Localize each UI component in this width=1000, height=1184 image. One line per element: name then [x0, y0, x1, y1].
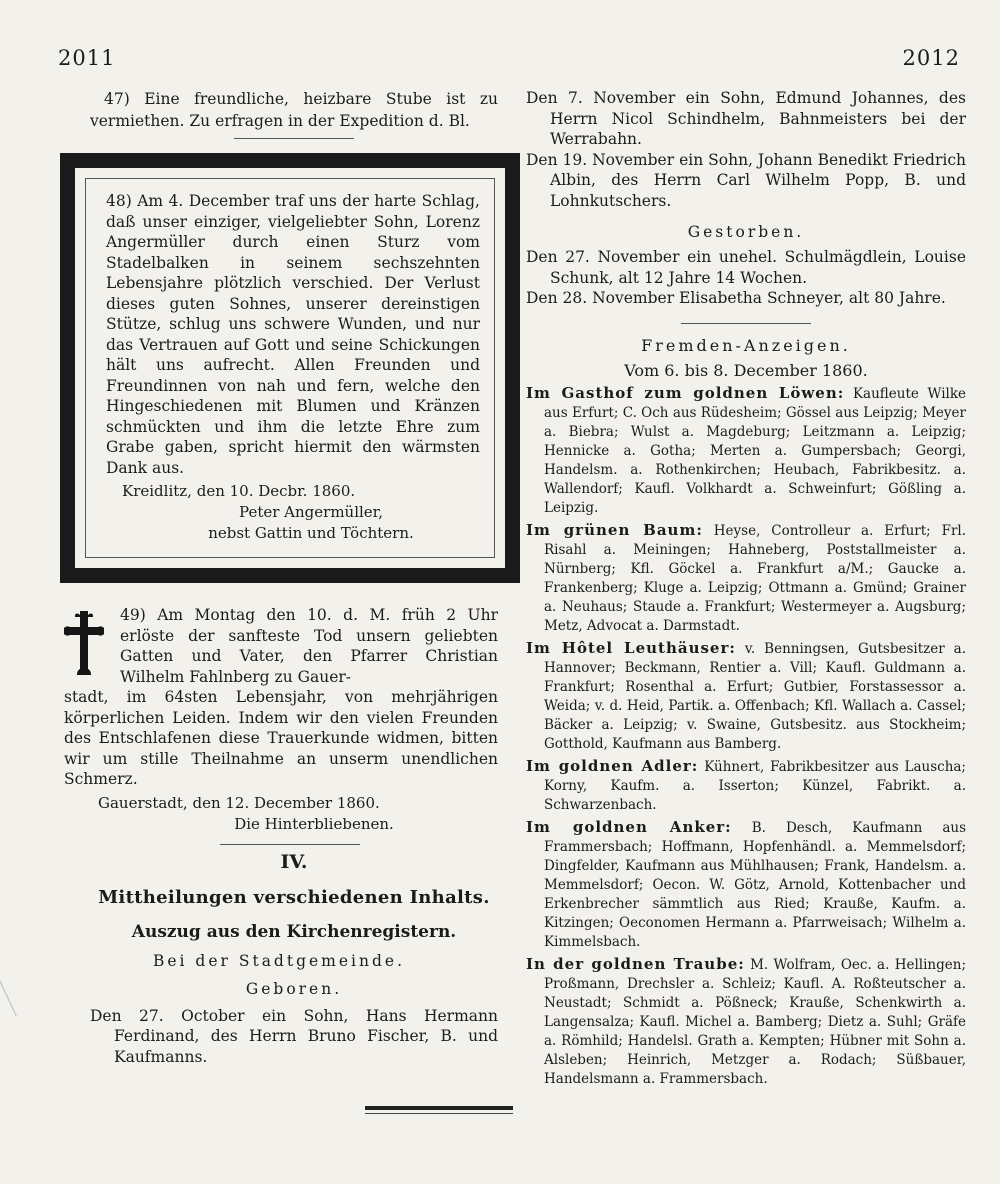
hotel-entry — [526, 639, 966, 754]
visitors-heading: Fremden-Anzeigen. — [641, 335, 851, 355]
section-number: IV. — [280, 850, 308, 873]
page-number-right: 2012 — [902, 46, 960, 70]
hotel-list — [526, 384, 966, 1089]
mourning-frame-48 — [60, 153, 520, 583]
hotel-name: Im goldnen Adler: — [526, 756, 699, 775]
notice-49 — [64, 605, 498, 834]
closing-rule-thin — [365, 1113, 513, 1114]
hotel-entry — [526, 757, 966, 815]
notice-48-place: Kreidlitz, den 10. Decbr. 1860. — [122, 482, 356, 500]
notice-49-place: Gauerstadt, den 12. December 1860. — [98, 793, 380, 812]
hotel-guests: B. Desch, Kaufmann aus Frammersbach; Hoffmann, Hopfenhändl. a. Memmelsdorf; Dingfelder, Kaufmann aus Mühlhausen; Frank, Handelsm. a. Memmelsdorf; Oecon. W. Götz, Arnold, Kottenbacher und Erkenbrecher sämmtlich aus Ried; Krauße, Kaufm. a. Kitzingen; Oeconomen Hermann a. Pfarrweisach; Wilhelm a. Kimmelsbach. — [544, 819, 967, 950]
closing-rule — [365, 1106, 513, 1110]
death-entry-2: Den 28. November Elisabetha Schneyer, alt 80 Jahre. — [526, 289, 946, 307]
hotel-entry — [526, 955, 966, 1089]
parish-heading: Bei der Stadtgemeinde. — [152, 951, 406, 970]
page-number-left: 2011 — [58, 46, 116, 70]
notice-48-signature-1: Peter Angermüller, — [239, 503, 383, 521]
divider — [234, 138, 354, 139]
birth-entry-1: Den 27. October ein Sohn, Hans Hermann Ferdinand, des Herrn Bruno Fischer, B. und Kaufmanns. — [90, 1006, 498, 1066]
hotel-entry — [526, 818, 966, 952]
visitors-date-range: Vom 6. bis 8. December 1860. — [624, 360, 868, 380]
births-heading: Geboren. — [245, 979, 343, 998]
section-subtitle: Auszug aus den Kirchenregistern. — [131, 921, 457, 942]
notice-47: 47) Eine freundliche, heizbare Stube ist zu vermiethen. Zu erfragen in der Expedition d. Bl. — [90, 90, 498, 130]
hotel-name: Im grünen Baum: — [526, 520, 703, 539]
hotel-entry — [526, 521, 966, 636]
fold-mark — [0, 980, 17, 1017]
hotel-name: Im Hôtel Leuthäuser: — [526, 638, 736, 657]
notice-49-text — [64, 605, 498, 790]
hotel-guests: Kühnert, Fabrikbesitzer aus Lauscha; Korny, Kaufm. a. Isserton; Künzel, Fabrikt. a. Schwarzenbach. — [544, 758, 966, 813]
divider — [681, 323, 811, 324]
notice-49-text-first: 49) Am Montag den 10. d. M. früh 2 Uhr erlöste der sanfteste Tod unsern geliebten Gatten und Vater, den Pfarrer Christian Wilhelm Fahlnberg zu Gauer- — [120, 606, 498, 686]
left-column — [64, 88, 498, 1067]
birth-entry-2: Den 7. November ein Sohn, Edmund Johannes, des Herrn Nicol Schindhelm, Bahnmeisters bei der Werrabahn. — [526, 89, 966, 148]
deaths-heading: Gestorben. — [687, 223, 805, 241]
mourning-frame-inner — [85, 178, 495, 558]
divider — [220, 844, 360, 845]
notice-49-text-rest: stadt, im 64sten Lebensjahr, von mehrjährigen körperlichen Leiden. Indem wir den vielen Freunden des Entschlafenen diese Trauerkunde widmen, bitten wir um stille Theilnahme an unserm unendlichen Schmerz. — [64, 688, 498, 788]
hotel-guests: Kaufleute Wilke aus Erfurt; C. Och aus Rüdesheim; Gössel aus Leipzig; Meyer a. Biebra; Wulst a. Magdeburg; Leitzmann a. Leipzig; Hennicke a. Gotha; Merten a. Gumpersbach; Georgi, Handelsm. a. Rothenkirchen; Heubach, Fabrikbesitz. a. Wallendorf; Kaufl. Volkhardt a. Schweinfurt; Gößling a. Leipzig. — [544, 385, 967, 516]
hotel-guests: M. Wolfram, Oec. a. Hellingen; Proßmann, Drechsler a. Schleiz; Kaufl. A. Roßteutscher a. Neustadt; Schmidt a. Pößneck; Krauße, Schenkwirth a. Langensalza; Kaufl. Michel a. Bamberg; Dietz a. Suhl; Gräfe a. Römhild; Handelsl. Grath a. Kempten; Hübner mit Sohn a. Alsleben; Heinrich, Metzger a. Rodach; Süßbauer, Handelsmann a. Frammersbach. — [544, 956, 966, 1087]
notice-49-signature: Die Hinterbliebenen. — [234, 814, 394, 833]
hotel-entry — [526, 384, 966, 518]
hotel-name: In der goldnen Traube: — [526, 954, 745, 973]
birth-entry-3: Den 19. November ein Sohn, Johann Benedikt Friedrich Albin, des Herrn Carl Wilhelm Popp, B. und Lohnkutschers. — [526, 150, 966, 210]
right-column — [526, 88, 966, 1089]
hotel-name: Im Gasthof zum goldnen Löwen: — [526, 383, 845, 402]
hotel-name: Im goldnen Anker: — [526, 817, 732, 836]
notice-48-signature-2: nebst Gattin und Töchtern. — [208, 524, 414, 542]
section-title: Mittheilungen verschiedenen Inhalts. — [98, 886, 490, 908]
hotel-guests: v. Benningsen, Gutsbesitzer a. Hannover; Beckmann, Rentier a. Vill; Kaufl. Guldmann a. Frankfurt; Rosenthal a. Erfurt; Gutbier, Forstassessor a. Weida; v. d. Heid, Partik. a. Offenbach; Kfl. Wallach a. Cassel; Bäcker a. Leipzig; v. Swaine, Gutsbesitz. aus Stockheim; Gotthold, Kaufmann aus Bamberg. — [544, 640, 966, 752]
hotel-guests: Heyse, Controlleur a. Erfurt; Frl. Risahl a. Meiningen; Hahneberg, Poststallmeister a. Nürnberg; Kfl. Göckel a. Frankfurt a/M.; Gaucke a. Frankenberg; Kluge a. Leipzig; Ottmann a. Gmünd; Grainer a. Neuhaus; Staude a. Frankfurt; Westermeyer a. Augsburg; Metz, Advocat a. Darmstadt. — [544, 522, 967, 634]
death-entry-1: Den 27. November ein unehel. Schulmägdlein, Louise Schunk, alt 12 Jahre 14 Wochen. — [526, 248, 966, 287]
notice-48-text: 48) Am 4. December traf uns der harte Schlag, daß unser einziger, vielgeliebter Sohn, Lorenz Angermüller durch einen Sturz vom Stadelbalken in seinem sechszehnten Lebensjahre plötzlich verschied. Der Verlust dieses guten Sohnes, unserer dereinstigen Stütze, schlug uns schwere Wunden, und nur das Vertrauen auf Gott und seine Schickungen hält uns aufrecht. Allen Freunden und Freundinnen von nah und fern, welche den Hingeschiedenen mit Blumen und Kränzen schmückten und ihm die letzte Ehre zum Grabe gaben, spricht hiermit den wärmsten Dank aus. — [106, 192, 480, 477]
cross-icon — [62, 609, 106, 683]
